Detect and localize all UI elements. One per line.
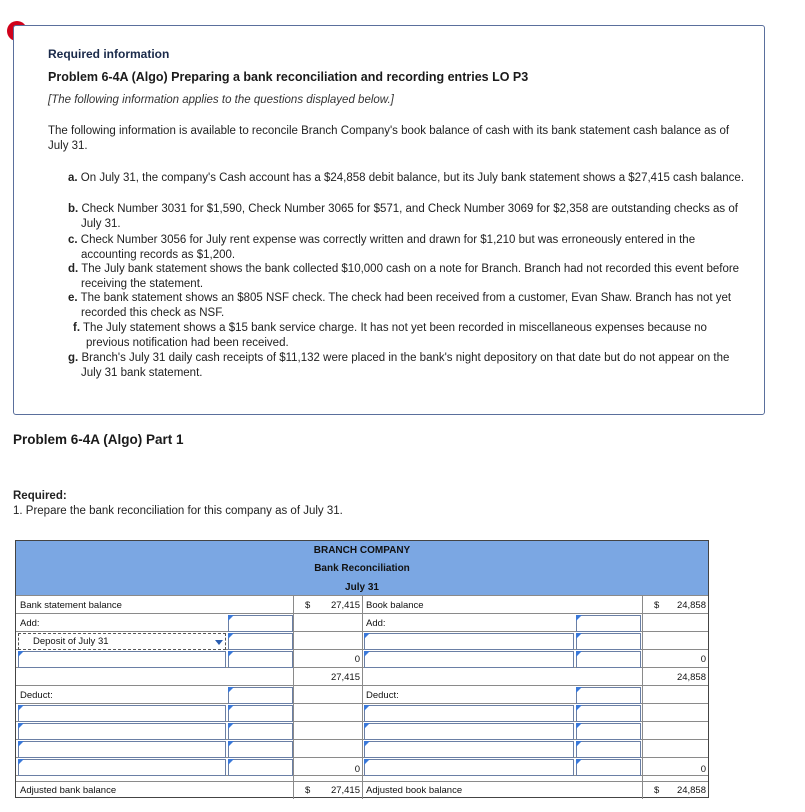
bank-deduct-item-input-2[interactable] [18,705,226,722]
book-deduct-label: Deduct: [366,690,399,701]
adjusted-bank-balance-value: 27,415 [330,785,360,796]
book-add-amount-input-2[interactable] [576,633,641,650]
book-deduct-item-input-3[interactable] [364,723,574,740]
list-item: b. Check Number 3031 for $1,590, Check Number 3065 for $571, and Check Number 3069 for $2,358 are outstanding checks as of July 31. [68,203,738,230]
company-name: BRANCH COMPANY [313,545,411,556]
book-deduct-item-input-4[interactable] [364,741,574,758]
dollar-sign: $ [305,600,311,611]
bank-add-total: 0 [354,654,360,665]
bank-reconciliation-table [15,540,709,798]
book-deduct-amount-input-4[interactable] [576,741,641,758]
bank-deduct-item-input-3[interactable] [18,723,226,740]
bank-add-amount-input-1[interactable] [228,615,293,632]
bank-statement-balance-label: Bank statement balance [20,600,122,611]
book-add-amount-input-3[interactable] [576,651,641,668]
list-item: c. Check Number 3056 for July rent expense was correctly written and drawn for $1,210 but was erroneously entered in the accounting records as $1,200. [68,234,696,261]
bank-deduct-total: 0 [354,764,360,775]
part-title: Problem 6-4A (Algo) Part 1 [13,432,184,447]
book-subtotal: 24,858 [676,672,706,683]
list-item: f. The July statement shows a $15 bank service charge. It has not yet been recorded in miscellaneous expenses because no previous notification had been received. [73,322,707,349]
statement-date: July 31 [345,582,379,593]
bank-deduct-item-input-5[interactable] [18,759,226,776]
book-deduct-item-input-2[interactable] [364,705,574,722]
bank-add-item-value: Deposit of July 31 [33,636,109,647]
list-item: a. On July 31, the company's Cash account has a $24,858 debit balance, but its July bank statement shows a $27,415 cash balance. [68,172,745,184]
adjusted-book-balance-value: 24,858 [676,785,706,796]
list-item: d. The July bank statement shows the bank collected $10,000 cash on a note for Branch. Branch had not recorded this event before receiving the statement. [68,263,740,290]
book-balance-label: Book balance [366,600,424,611]
bank-deduct-amount-input-3[interactable] [228,723,293,740]
chevron-down-icon [215,640,223,645]
dollar-sign: $ [654,785,660,796]
book-deduct-amount-input-1[interactable] [576,687,641,704]
book-add-amount-input-1[interactable] [576,615,641,632]
book-deduct-amount-input-3[interactable] [576,723,641,740]
book-add-item-input-3[interactable] [364,651,574,668]
bank-add-label: Add: [20,618,40,629]
required-text: 1. Prepare the bank reconciliation for this company as of July 31. [13,505,343,517]
bank-deduct-item-input-4[interactable] [18,741,226,758]
required-information-panel [13,25,765,415]
bank-subtotal: 27,415 [330,672,360,683]
bank-deduct-amount-input-5[interactable] [228,759,293,776]
book-deduct-amount-input-2[interactable] [576,705,641,722]
bank-add-amount-input-3[interactable] [228,651,293,668]
bank-deduct-label: Deduct: [20,690,53,701]
book-add-item-input-2[interactable] [364,633,574,650]
book-add-label: Add: [366,618,386,629]
list-item: e. The bank statement shows an $805 NSF check. The check had been received from a customer, Evan Shaw. Branch has not yet recorded this check as NSF. [68,292,732,319]
book-balance-value: 24,858 [676,600,706,611]
bank-deduct-amount-input-2[interactable] [228,705,293,722]
required-info-heading: Required information [48,47,170,61]
bank-add-amount-input-2[interactable] [228,633,293,650]
adjusted-bank-balance-label: Adjusted bank balance [20,785,117,796]
bank-statement-balance-value: 27,415 [330,600,360,611]
bank-add-item-input-3[interactable] [18,651,226,668]
bank-add-item-select[interactable] [18,633,226,650]
bank-deduct-amount-input-1[interactable] [228,687,293,704]
book-deduct-amount-input-5[interactable] [576,759,641,776]
statement-title: Bank Reconciliation [314,563,410,574]
book-deduct-item-input-5[interactable] [364,759,574,776]
book-deduct-total: 0 [700,764,706,775]
dollar-sign: $ [305,785,311,796]
dollar-sign: $ [654,600,660,611]
problem-title: Problem 6-4A (Algo) Preparing a bank reconciliation and recording entries LO P3 [48,70,529,84]
required-label: Required: [13,490,67,502]
intro-text: The following information is available to reconcile Branch Company's book balance of cash with its bank statement cash balance as of July 31. [48,125,730,152]
book-add-total: 0 [700,654,706,665]
applies-note: [The following information applies to the questions displayed below.] [48,94,394,106]
adjusted-book-balance-label: Adjusted book balance [366,785,463,796]
bank-deduct-amount-input-4[interactable] [228,741,293,758]
list-item: g. Branch's July 31 daily cash receipts of $11,132 were placed in the bank's night depository on that date but do not appear on the July 31 bank statement. [68,352,730,379]
